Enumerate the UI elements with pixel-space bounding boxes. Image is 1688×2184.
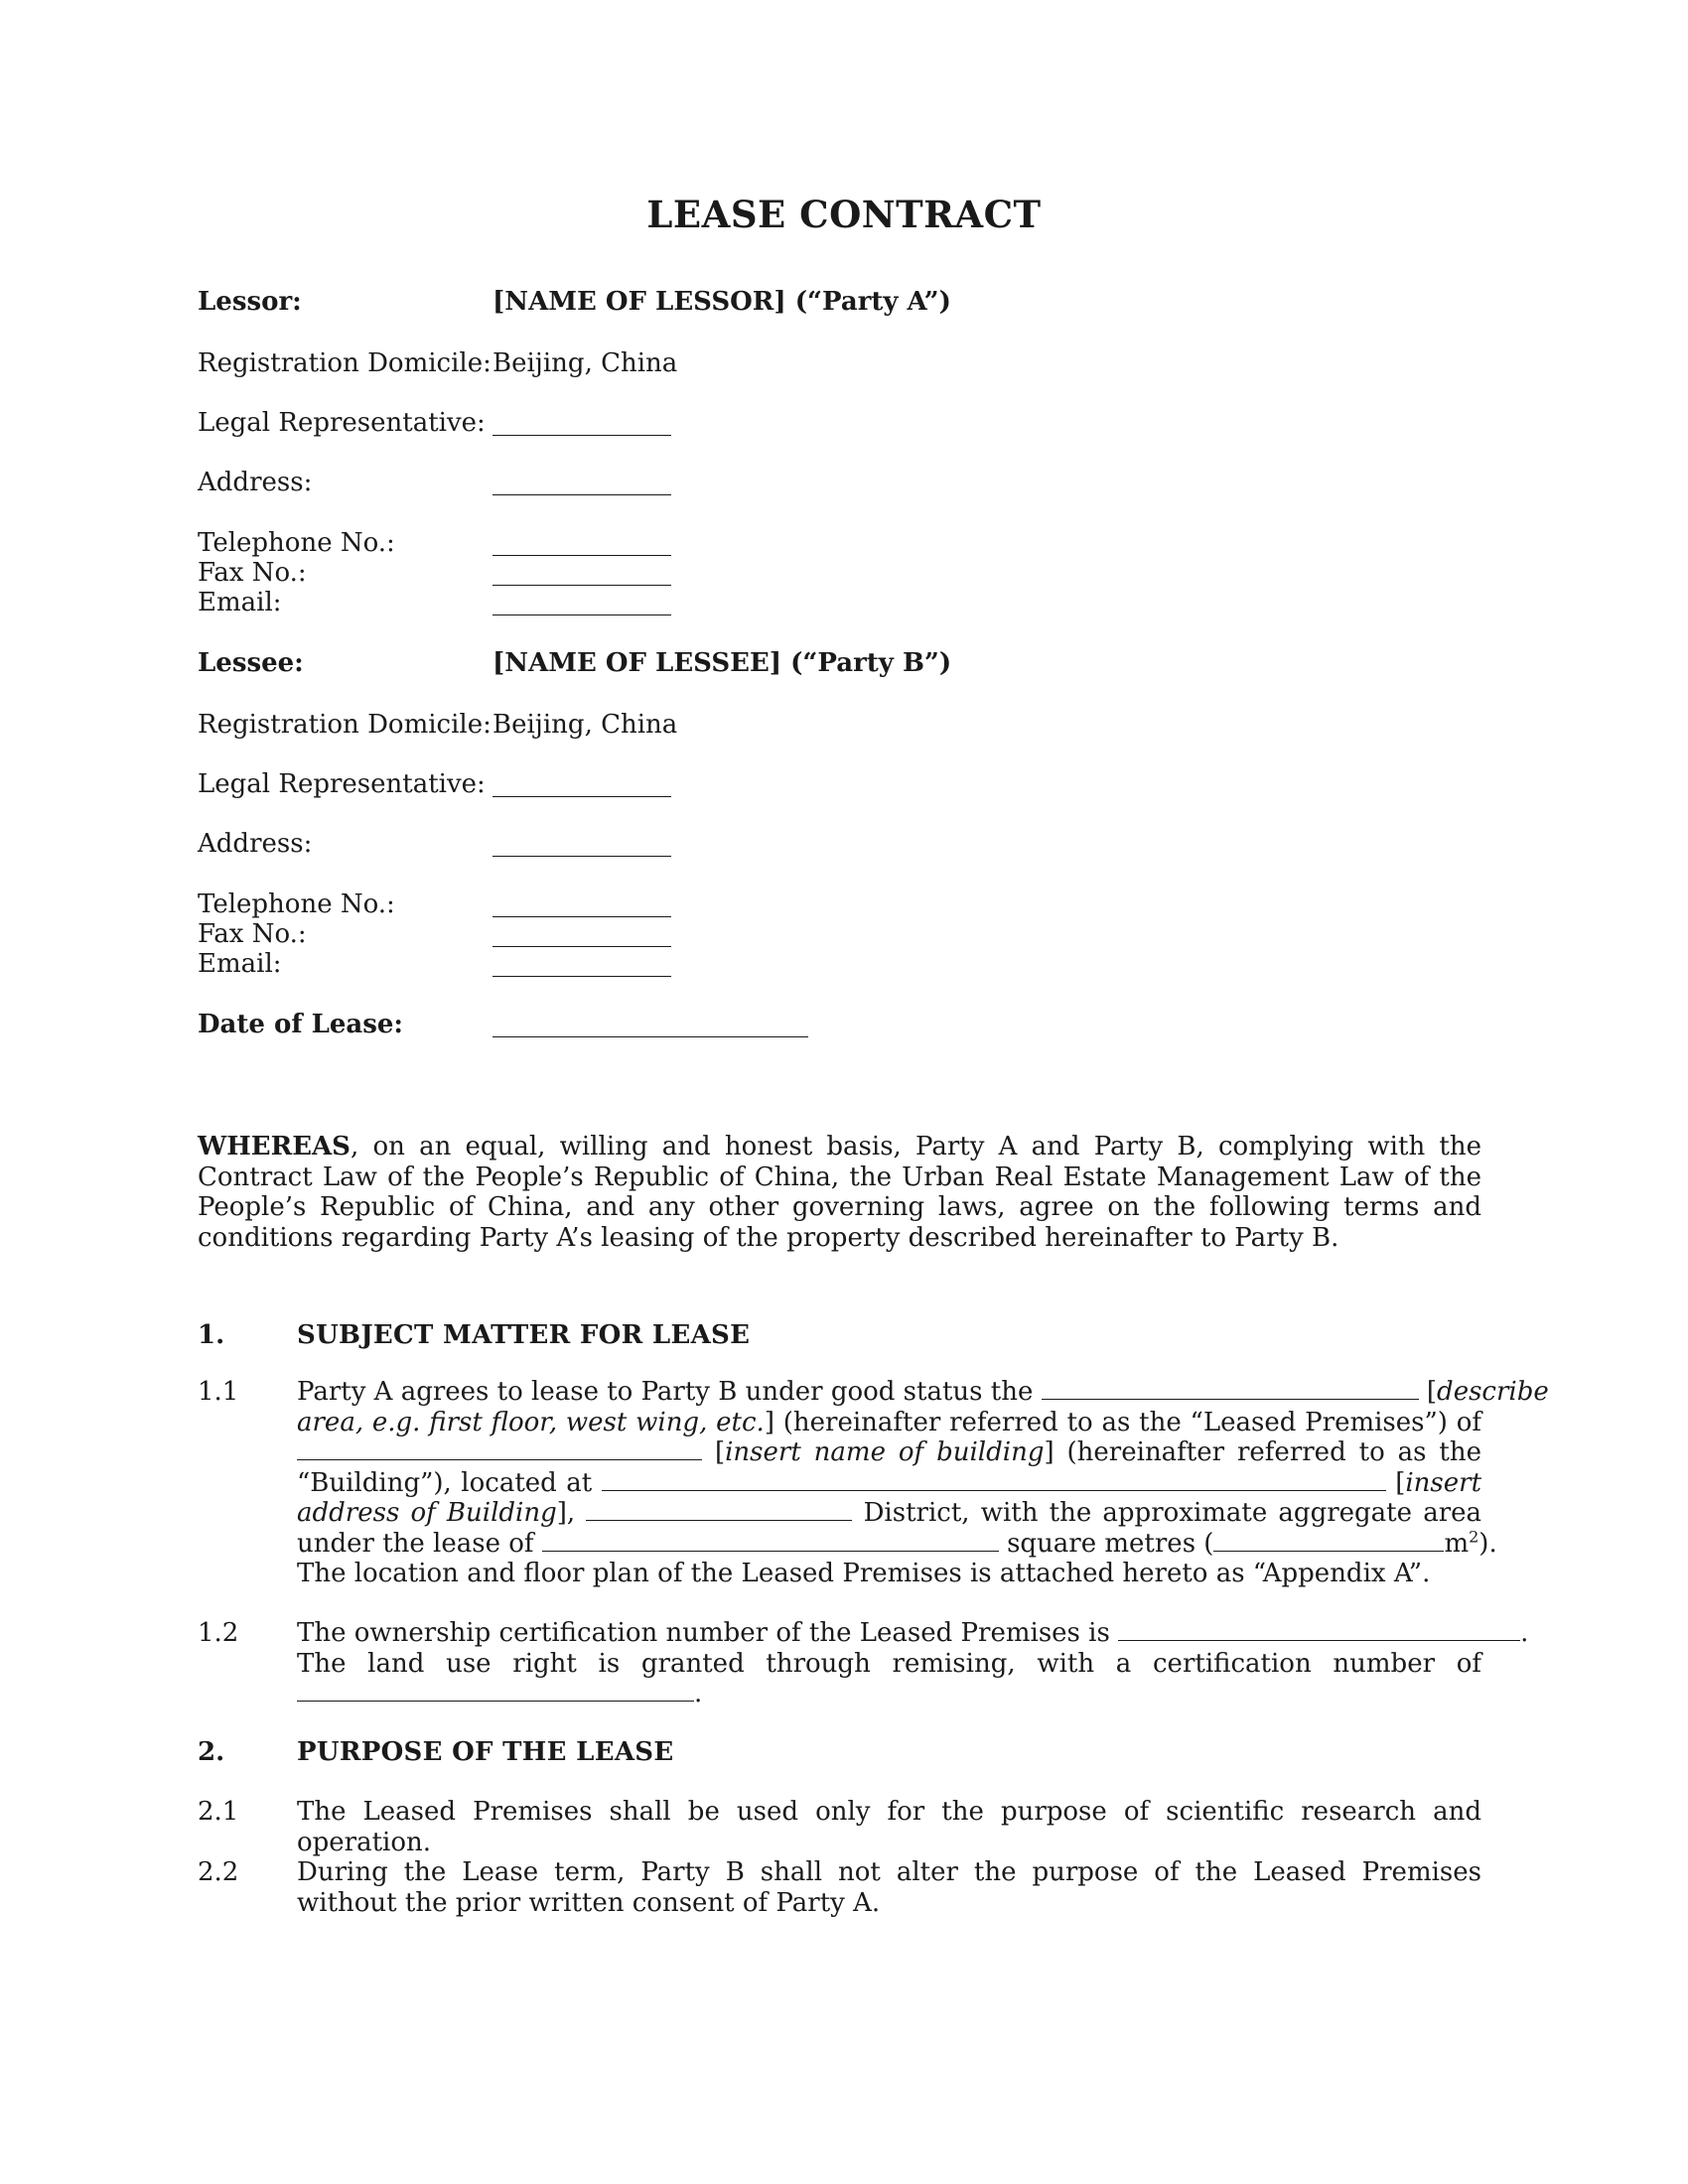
clause-1-1-part-m: ], bbox=[556, 1498, 576, 1528]
lessee-domicile-value: Beijing, China bbox=[492, 710, 678, 740]
district-blank[interactable] bbox=[586, 1498, 852, 1521]
building-name-blank[interactable] bbox=[297, 1437, 702, 1460]
clause-1-1-part-n: District, with the approximate aggregate area bbox=[863, 1498, 1482, 1528]
clause-1-1-part-c: describe bbox=[1437, 1377, 1549, 1407]
lessor-label: Lessor: bbox=[198, 287, 302, 317]
section-2-title: PURPOSE OF THE LEASE bbox=[297, 1737, 674, 1767]
lessor-fax-blank[interactable] bbox=[492, 585, 671, 586]
whereas-lead: WHEREAS bbox=[198, 1132, 351, 1161]
area-blank[interactable] bbox=[542, 1529, 999, 1552]
section-2-number: 2. bbox=[198, 1737, 225, 1767]
clause-2-1-number: 2.1 bbox=[198, 1797, 239, 1827]
clause-2-2-text: During the Lease term, Party B shall not alter the purpose of the Leased Premises without the prior written consent of Party A. bbox=[297, 1857, 1481, 1918]
section-1-number: 1. bbox=[198, 1320, 225, 1350]
clause-1-2-text bbox=[297, 1618, 1529, 1709]
clause-1-1-part-e: ] (hereinafter referred to as the “Leased Premises”) of bbox=[764, 1407, 1482, 1437]
lessor-domicile-label: Registration Domicile: bbox=[198, 348, 492, 378]
clause-1-1-text bbox=[297, 1377, 1549, 1589]
lessor-fax-label: Fax No.: bbox=[198, 558, 307, 588]
lessor-address-blank[interactable] bbox=[492, 494, 671, 495]
section-1-title: SUBJECT MATTER FOR LEASE bbox=[297, 1320, 751, 1350]
lessor-email-blank[interactable] bbox=[492, 614, 671, 615]
date-of-lease-blank[interactable] bbox=[492, 1036, 808, 1037]
clause-1-1-part-l: address of Building bbox=[297, 1498, 557, 1528]
clause-1-1-part-r: 2 bbox=[1469, 1526, 1479, 1546]
clause-1-1-part-k: insert bbox=[1405, 1467, 1482, 1498]
building-address-blank[interactable] bbox=[602, 1468, 1386, 1491]
clause-1-1-part-g: insert name of building bbox=[725, 1437, 1045, 1467]
land-use-cert-blank[interactable] bbox=[297, 1679, 694, 1702]
lessee-fax-blank[interactable] bbox=[492, 946, 671, 947]
lessee-legal-rep-label: Legal Representative: bbox=[198, 769, 486, 799]
lessor-email-label: Email: bbox=[198, 588, 282, 617]
clause-1-2-part-d: . bbox=[694, 1679, 703, 1708]
clause-1-1-part-a: Party A agrees to lease to Party B under good status the bbox=[297, 1377, 1034, 1407]
area-sqm-blank[interactable] bbox=[1213, 1529, 1444, 1552]
clause-1-2-number: 1.2 bbox=[198, 1618, 239, 1648]
clause-1-1-part-f: [ bbox=[714, 1437, 726, 1467]
lessor-name: [NAME OF LESSOR] (“Party A”) bbox=[492, 287, 951, 317]
lessee-label: Lessee: bbox=[198, 648, 304, 678]
clause-2-1-text: The Leased Premises shall be used only for the purpose of scientific research and operation. bbox=[297, 1797, 1481, 1857]
lessee-email-label: Email: bbox=[198, 949, 282, 979]
clause-1-1-part-q: m bbox=[1444, 1528, 1470, 1559]
clause-1-1-number: 1.1 bbox=[198, 1377, 239, 1407]
lessee-telephone-blank[interactable] bbox=[492, 916, 671, 917]
whereas-paragraph bbox=[198, 1132, 1481, 1253]
clause-1-1-part-o: under the lease of bbox=[297, 1528, 534, 1559]
ownership-cert-blank[interactable] bbox=[1118, 1618, 1520, 1641]
lessor-telephone-blank[interactable] bbox=[492, 555, 671, 556]
clause-1-2-part-c: The land use right is granted through remising, with a certification number of bbox=[297, 1648, 1481, 1679]
lessor-telephone-label: Telephone No.: bbox=[198, 528, 395, 558]
clause-1-1-part-t: The location and floor plan of the Leased Premises is attached hereto as “Appendix A”. bbox=[297, 1559, 1431, 1588]
clause-1-2-part-b: . bbox=[1520, 1618, 1529, 1648]
date-of-lease-label: Date of Lease: bbox=[198, 1010, 404, 1039]
lessee-address-label: Address: bbox=[198, 829, 313, 859]
lessor-legal-rep-label: Legal Representative: bbox=[198, 408, 486, 438]
lessee-telephone-label: Telephone No.: bbox=[198, 889, 395, 919]
clause-2-2-number: 2.2 bbox=[198, 1857, 239, 1887]
lessee-fax-label: Fax No.: bbox=[198, 919, 307, 949]
lessee-address-blank[interactable] bbox=[492, 856, 671, 857]
clause-1-1-part-i: “Building”), located at bbox=[297, 1467, 593, 1498]
whereas-text: , on an equal, willing and honest basis, Party A and Party B, complying with the Contract Law of the People’s Republic of China, the Urban Real Estate Management Law of the People’s Republic of China, and any other governing laws, agree on the following terms and conditions regarding Party A’s leasing of the property described hereinafter to Party B. bbox=[198, 1132, 1481, 1253]
lessee-legal-rep-blank[interactable] bbox=[492, 796, 671, 797]
document-title: LEASE CONTRACT bbox=[646, 193, 1042, 236]
clause-1-1-part-j: [ bbox=[1395, 1467, 1406, 1498]
lessee-name: [NAME OF LESSEE] (“Party B”) bbox=[492, 648, 952, 678]
lessor-domicile-value: Beijing, China bbox=[492, 348, 678, 378]
clause-1-2-part-a: The ownership certification number of the Leased Premises is bbox=[297, 1618, 1110, 1648]
clause-1-1-part-p: square metres ( bbox=[1007, 1528, 1214, 1559]
lessor-legal-rep-blank[interactable] bbox=[492, 435, 671, 436]
lessee-domicile-label: Registration Domicile: bbox=[198, 710, 492, 740]
leased-area-blank[interactable] bbox=[1042, 1377, 1419, 1400]
clause-1-1-part-b: [ bbox=[1426, 1377, 1438, 1407]
clause-1-1-part-h: ] (hereinafter referred to as the bbox=[1044, 1437, 1482, 1467]
lessor-address-label: Address: bbox=[198, 468, 313, 497]
lessee-email-blank[interactable] bbox=[492, 976, 671, 977]
clause-1-1-part-s: ). bbox=[1478, 1528, 1497, 1559]
clause-1-1-part-d: area, e.g. first floor, west wing, etc. bbox=[297, 1407, 765, 1437]
